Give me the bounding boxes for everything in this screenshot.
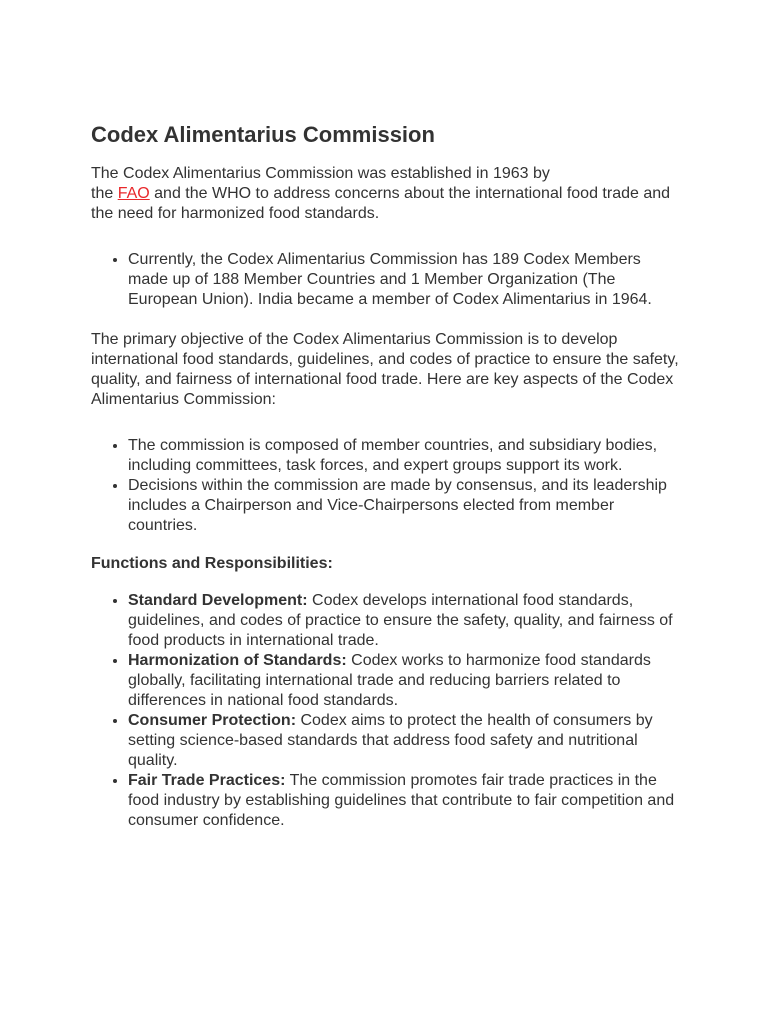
function-text: Codex aims to protect the health of consumers by setting science-based standards that address food safety and nutritional quality. (128, 712, 653, 769)
intro-prefix: the (91, 185, 118, 202)
list-item (128, 591, 681, 651)
intro-line-1: The Codex Alimentarius Commission was established in 1963 by (91, 165, 550, 182)
list-item: • The commission is composed of member countries, and subsidiary bodies, including committees, task forces, and expert groups support its work. (128, 436, 681, 476)
list-item: • Decisions within the commission are made by consensus, and its leadership includes a Chairperson and Vice-Chairpersons elected from member countries. (128, 476, 681, 536)
function-term: Fair Trade Practices: (128, 772, 286, 789)
document-page (91, 120, 681, 831)
intro-rest: and the WHO to address concerns about the international food trade and the need for harmonized food standards. (91, 185, 671, 222)
function-term: Harmonization of Standards: (128, 652, 347, 669)
list-item (128, 711, 681, 771)
functions-list (91, 591, 681, 831)
functions-heading: Functions and Responsibilities: (91, 555, 333, 572)
function-text: The commission promotes fair trade practices in the food industry by establishing guidelines that contribute to fair competition and consumer confidence. (128, 772, 675, 829)
list-item (128, 771, 681, 831)
function-text: Codex develops international food standards, guidelines, and codes of practice to ensure the safety, quality, and fairness of food products in international trade. (128, 592, 673, 649)
function-text: Codex works to harmonize food standards globally, facilitating international trade and reducing barriers related to differences in national food standards. (128, 652, 651, 709)
membership-list (91, 250, 681, 310)
list-item (128, 651, 681, 711)
objective-paragraph: The primary objective of the Codex Alimentarius Commission is to develop international food standards, guidelines, and codes of practice to ensure the safety, quality, and fairness of international food trade. Here are key aspects of the Codex Alimentarius Commission: (91, 331, 679, 408)
list-item: • Currently, the Codex Alimentarius Commission has 189 Codex Members made up of 188 Member Countries and 1 Member Organization (The European Union). India became a member of Codex Alimentarius in 1964. (128, 250, 681, 310)
function-term: Standard Development: (128, 592, 308, 609)
page-title: Codex Alimentarius Commission (91, 122, 435, 147)
intro-paragraph (91, 164, 681, 224)
structure-list (91, 436, 681, 536)
fao-link[interactable]: FAO (117, 185, 150, 202)
function-term: Consumer Protection: (128, 712, 297, 729)
